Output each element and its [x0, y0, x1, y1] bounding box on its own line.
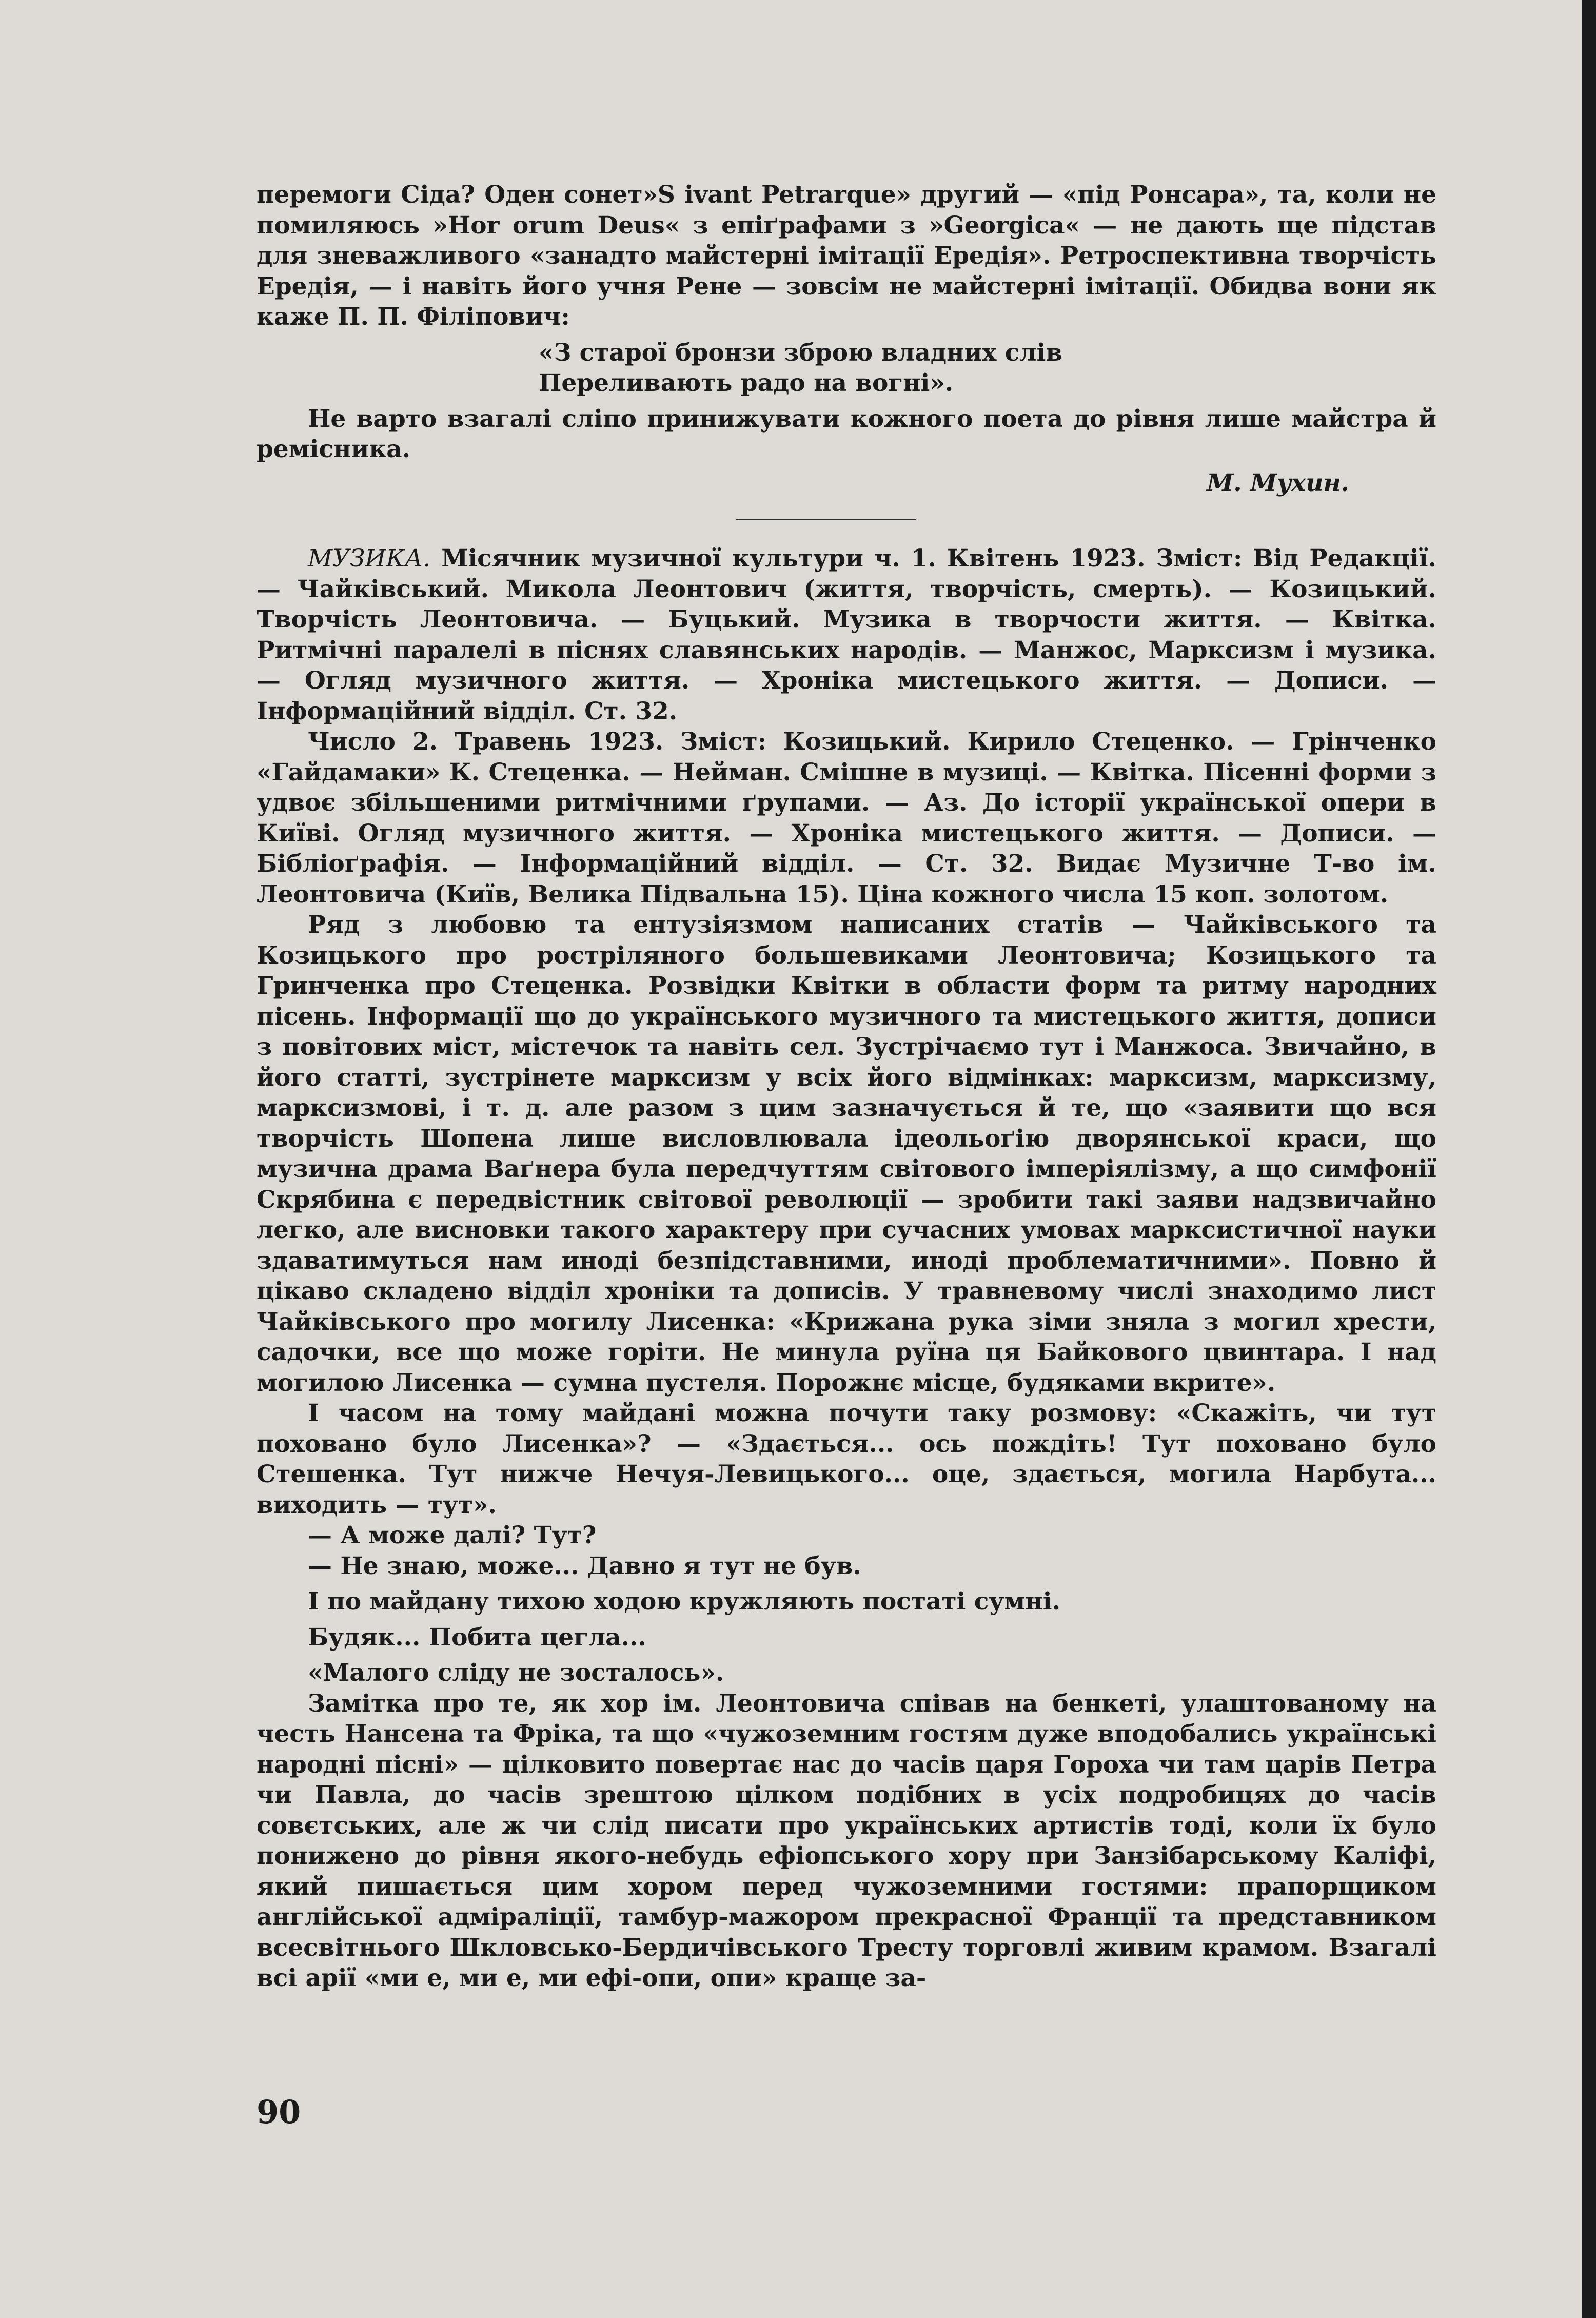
poem-quote-line-1: «З старої бронзи зброю владних слів: [539, 338, 1063, 367]
section-divider: [736, 519, 916, 520]
music-issue-1-text: Місячник музичної культури ч. 1. Квітень 1923. Зміст: Від Редакції. — Чайківський. Микола Леонтович (життя, творчість, смерть). — Козицький. Творчість Леонтовича. — Буцький. Музика в творчости життя. — Квітка. Ритмічні паралелі в піснях славянських народів. — Манжос, Марксизм і музика. — Огляд музичного життя. — Хроніка мистецького життя. — Дописи. — Інформаційний відділ. Ст. 32.: [257, 544, 1436, 725]
review-end-paragraph: перемоги Сіда? Оден сонет»S ivant Petrarque» другий — «під Ронсара», та, коли не помиляюсь »Hor orum Deus« з епіґрафами з »Georgica« — не дають ще підстав для зневажливого «занадто майстерні імітації Ередія». Ретроспективна творчість Ередія, — і навіть його учня Рене — зовсім не майстерні імітації. Обидва вони як каже П. П. Філіпович:: [257, 181, 1436, 331]
poem-quote: [257, 338, 1436, 399]
review-end-closing: Не варто взагалі сліпо принижувати кожного поета до рівня лише майстра й ремісника.: [257, 404, 1436, 463]
dialogue-line-1: — А може далі? Тут?: [308, 1521, 597, 1549]
poem-quote-line-2: Переливають радо на вогні».: [539, 369, 954, 397]
scan-dark-edge: [1582, 0, 1596, 2318]
poetic-line-2: Будяк... Побита цегла...: [308, 1623, 646, 1652]
music-review-paragraph-3: Замітка про те, як хор ім. Леонтовича співав на бенкеті, улаштованому на честь Нансена та Фріка, та що «чужоземним гостям дуже вподобались українські народні пісні» — цілковито повертає нас до часів царя Гороха чи там царів Петра чи Павла, до часів зрештою цілком подібних в усіх подробицях до часів совєтських, але ж чи слід писати про українських артистів тоді, коли їх було понижено до рівня якого-небудь ефіопського хору при Занзібарському Каліфі, який пишається цим хором перед чужоземними гостями: прапорщиком англійської адміраліції, тамбур-мажором прекрасної Франції та представником всесвітнього Шкловсько-Бердичівського Тресту торговлі живим крамом. Взагалі всі арії «ми е, ми е, ми ефі-опи, опи» краще за-: [257, 1689, 1436, 1992]
music-review-paragraph-2: І часом на тому майдані можна почути таку розмову: «Скажіть, чи тут поховано було Лисенка»? — «Здається... ось пождіть! Тут поховано було Стешенка. Тут нижче Нечуя-Левицького... оце, здається, могила Нарбута... виходить — тут».: [257, 1399, 1436, 1519]
music-review-issue-1: [257, 543, 1436, 726]
poetic-line-1: І по майдану тихою ходою кружляють постаті сумні.: [308, 1587, 1060, 1616]
author-signature: М. Мухин.: [1207, 468, 1349, 497]
page-text-column: [257, 180, 1436, 1994]
music-rubric-title: МУЗИКА.: [308, 544, 431, 573]
music-review-issue-2: Число 2. Травень 1923. Зміст: Козицький. Кирило Стеценко. — Грінченко «Гайдамаки» К. Стеценка. — Нейман. Смішне в музиці. — Квітка. Пісенні форми з удвоє збільшеними ритмічними ґрупами. — Аз. До історії української опери в Київі. Огляд музичного життя. — Хроніка мистецького життя. — Дописи. — Бібліоґрафія. — Інформаційний відділ. — Ст. 32. Видає Музичне Т-во ім. Леонтовича (Київ, Велика Підвальна 15). Ціна кожного числа 15 коп. золотом.: [257, 728, 1436, 909]
music-review-paragraph-1: Ряд з любовю та ентузіязмом написаних статів — Чайківського та Козицького про ростріляного большевиками Леонтовича; Козицького та Гринченка про Стеценка. Розвідки Квітки в области форм та ритму народних пісень. Інформації що до українського музичного та мистецького життя, дописи з повітових міст, містечок та навіть сел. Зустрічаємо тут і Манжоса. Звичайно, в його статті, зустрінете марксизм у всіх його відмінках: марксизм, марксизму, марксизмові, і т. д. але разом з цим зазначується й те, що «заявити що вся творчість Шопена лише висловлювала ідеольоґію дворянської краси, що музична драма Ваґнера була передчуттям світового імперіялізму, а що симфонії Скрябина є передвістник світової революції — зробити такі заяви надзвичайно легко, але висновки такого характеру при сучасних умовах марксистичної науки здаватимуться нам иноді безпідставними, иноді проблематичними». Повно й цікаво складено відділ хроніки та дописів. У травневому числі знаходимо лист Чайківського про могилу Лисенка: «Крижана рука зіми зняла з могил хрести, садочки, все що може горіти. Не минула руїна ця Байкового цвинтара. І над могилою Лисенка — сумна пустеля. Порожнє місце, будяками вкрите».: [257, 911, 1436, 1397]
page-number: 90: [257, 2093, 301, 2131]
poetic-line-3: «Малого сліду не зосталось».: [308, 1659, 724, 1687]
dialogue-line-2: — Не знаю, може... Давно я тут не був.: [308, 1551, 861, 1580]
